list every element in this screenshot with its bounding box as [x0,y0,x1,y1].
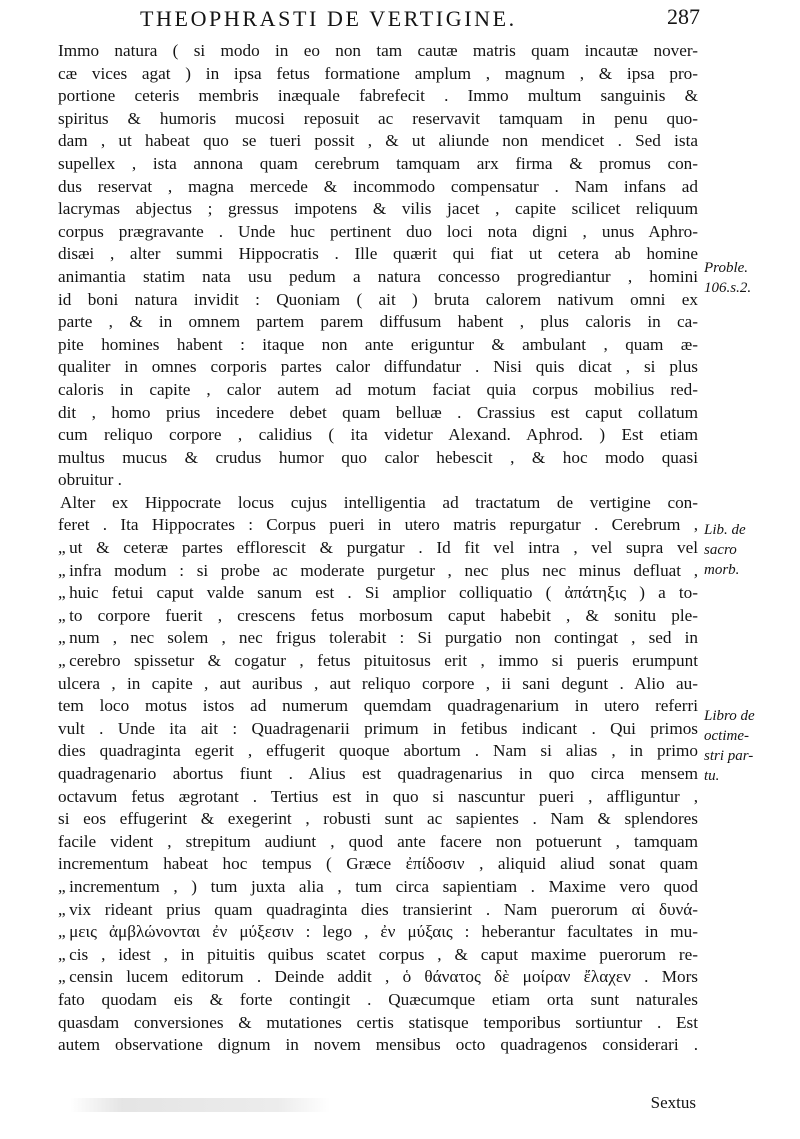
text-line: cum reliquo corpore , calidius ( ita videtur Alexand. Aphrod. ) Est etiam [58,425,698,445]
text-line: lacrymas abjectus ; gressus impotens & vilis jacet , capite scilicet reliquum [58,199,698,219]
text-line: Immo natura ( si modo in eo non tam cautæ matris quam incautæ nover- [58,41,698,60]
text-line: feret . Ita Hippocrates : Corpus pueri in utero matris repurgatur . Cerebrum , [58,515,698,535]
page-number: 287 [667,4,700,29]
text-line: dam , ut habeat quo se tueri possit , & ut aliunde non mendicet . Sed ista [58,131,698,151]
text-line: dit , homo prius incedere debet quam belluæ . Crassius est caput collatum [58,402,698,422]
text-line: animantia statim nata usu pedum a natura concesso progrediantur , homini [58,266,698,286]
body-text [58,40,698,1057]
text-line: multus mucus & crudus humor quo calor hebescit , & hoc modo quasi [58,447,698,467]
paragraph-start-line: Alter ex Hippocrate locus cujus intelligentia ad tractatum de vertigine con- [60,492,698,512]
margin-note-line: Libro de [704,708,755,724]
text-line: pite homines habent : itaque non ante eriguntur & ambulant , quam æ- [58,334,698,354]
show-through-smudge [70,1098,330,1112]
catchword: Sextus [650,1093,696,1112]
quoted-line: „ μεις ἀμβλώνονται ἐν μύξεσιν : lego , ἐν μύξαις : heberantur facultates in mu- [58,921,698,944]
text-line: autem observatione dignum in novem mensibus octo quadragenos considerari . [58,1035,698,1055]
text-line: dies quadraginta egerit , effugerit quoque abortum . Nam si alias , in primo [58,741,698,761]
text-line: disæi , alter summi Hippocratis . Ille quærit qui fiat ut cetera ab homine [58,244,698,264]
quoted-line: „ cis , idest , in pituitis quibus scatet corpus , & caput maxime puerorum re- [58,944,698,967]
margin-note-line: Lib. de [704,522,746,538]
text-line: id boni natura invidit : Quoniam ( ait ) bruta calorem nativum omni ex [58,289,698,309]
margin-note-line: octime- [704,728,749,744]
quoted-line: „ to corpore fuerit , crescens fetus morbosum caput habebit , & sonitu ple- [58,605,698,628]
text-line: supellex , ista annona quam cerebrum tamquam arx firma & promus con- [58,153,698,173]
text-line: fato quodam eis & forte contingit . Quæcumque etiam orta sunt naturales [58,989,698,1009]
text-line: octavum fetus ægrotant . Tertius est in quo si nascuntur pueri , affliguntur , [58,786,698,806]
text-line: tem loco motus istos ad numerum quemdam quadragenarium in utero referri [58,696,698,716]
text-line: quadragenario abortus fiunt . Alius est quadragenarius in quo circa mensem [58,764,698,783]
quoted-line: „ vix rideant prius quam quadraginta dies transierint . Nam puerorum αἱ δυνά- [58,899,698,922]
margin-note-line: sacro [704,542,737,558]
text-line: incrementum habeat hoc tempus ( Græce ἐπίδοσιν , aliquid aliud sonat quam [58,854,698,874]
quoted-line: „ cerebro spissetur & cogatur , fetus pituitosus erit , immo si pueris erumpunt [58,650,698,673]
margin-note-line: Proble. [704,260,749,276]
text-line: si eos effugerint & exegerint , robusti sunt ac sapientes . Nam & splendores [58,809,698,829]
text-line: caloris in capite , calor autem ad motum faciat quia corpus mobilius red- [58,379,698,399]
text-line: qualiter in omnes corporis partes calor diffundatur . Nisi quis dicat , si plus [58,357,698,377]
margin-note-line: 106.s.2. [704,280,752,296]
text-line: parte , & in omnem partem parem diffusum habent , plus caloris in ca- [58,312,698,332]
text-line: spiritus & humoris mucosi reposuit ac reservavit tamquam in penu quo- [58,108,698,128]
margin-note-sacro-morbo [704,520,746,580]
text-line: ulcera , in capite , aut auribus , aut reliquo corpore , ii sani degunt . Alio au- [58,673,698,693]
margin-note-line: tu. [704,768,720,784]
text-line: facile vident , strepitum audiunt , quod ante facere non potuerunt , tamquam [58,831,698,851]
text-line: dus reservat , magna mercede & incommodo compensatur . Nam infans ad [58,176,698,196]
paragraph-end-line: obruitur . [58,470,122,490]
margin-note-problemata [704,258,751,298]
page-header [140,6,700,36]
quoted-line: „ censin lucem editorum . Deinde addit , ὁ θάνατος δὲ μοίραν ἔλαχεν . Mors [58,966,698,989]
quoted-line: „ infra modum : si probe ac moderate purgetur , nec plus nec minus defluat , [58,560,698,583]
text-line: corpus prægravante . Unde huc pertinent duo loci nota digni , unus Aphro- [58,221,698,241]
quoted-line: „ incrementum , ) tum juxta alia , tum circa sapientiam . Maxime vero quod [58,876,698,899]
quoted-line: „ ut & ceteræ partes efflorescit & purgatur . Id fit vel intra , vel supra vel [58,537,698,560]
quoted-line: „ huic fetui caput valde sanum est . Si amplior colliquatio ( ἀπάτηξις ) a to- [58,582,698,605]
margin-note-line: morb. [704,562,740,578]
text-line: vult . Unde ita ait : Quadragenarii primum in fetibus indicant . Qui primos [58,718,698,738]
text-line: portione ceteris membris inæquale fabrefecit . Immo multum sanguinis & [58,86,698,106]
text-line: cæ vices agat ) in ipsa fetus formatione amplum , magnum , & ipsa pro- [58,63,698,83]
running-title: THEOPHRASTI DE VERTIGINE. [140,6,517,31]
margin-note-line: stri par- [704,748,754,764]
margin-note-octimestri-partu [704,706,755,786]
text-line: quasdam conversiones & mutationes certis statisque temporibus sortiuntur . Est [58,1012,698,1032]
margin-notes [700,0,800,1139]
quoted-line: „ num , nec solem , nec frigus tolerabit : Si purgatio non contingat , sed in [58,627,698,650]
